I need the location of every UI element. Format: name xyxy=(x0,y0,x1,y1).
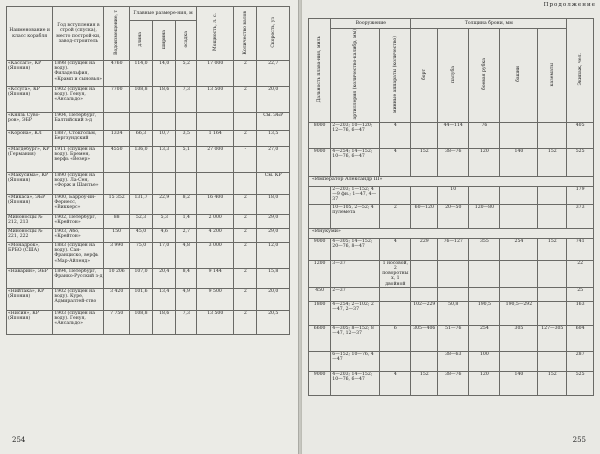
cell-tur xyxy=(500,204,538,228)
cell-tur: 305 xyxy=(500,325,538,351)
table-row xyxy=(309,204,594,228)
cell-wid xyxy=(153,173,176,195)
cell-wid: 18,6 xyxy=(153,311,176,335)
cell-range: 6600 xyxy=(309,325,331,351)
cell-sp: 13,5 xyxy=(257,131,290,147)
cell-wid xyxy=(153,113,176,131)
cell-torp: 1 носовой, 2 поворотных, 1 двойной xyxy=(380,260,411,287)
table-row xyxy=(309,122,594,148)
cell-tur: 140 xyxy=(500,371,538,395)
table-row xyxy=(309,238,594,260)
table-row xyxy=(7,229,290,243)
cell-disp: 4760 xyxy=(104,61,130,87)
header-displacement: Водоизмещение, т xyxy=(104,7,130,61)
cell-year: 1900, Барроу-ин-Фернесс, «Виккерс» xyxy=(53,195,104,215)
cell-conn: 190,5 xyxy=(469,301,500,325)
cell-art: 4—254; 2—102; 2—47, 2—37 xyxy=(331,301,380,325)
cell-year: 1887, Стокгольм, Бергзундский xyxy=(53,131,104,147)
cell-year: 1894, Петербург, Франко-Русский з-д xyxy=(53,269,104,289)
cell-sp: См. ЭБР xyxy=(257,113,290,131)
cell-cas: 127—305 xyxy=(538,325,567,351)
cell-deck: 76—127 xyxy=(438,238,469,260)
left-table xyxy=(6,6,290,335)
table-row xyxy=(7,61,290,87)
table-row xyxy=(309,325,594,351)
cell-deck xyxy=(438,260,469,287)
cell-torp: 4 xyxy=(380,148,411,176)
cell-year: 1904, Петербург, Балтийский з-д xyxy=(53,113,104,131)
cell-disp: 4550 xyxy=(104,147,130,173)
cell-belt xyxy=(411,260,438,287)
cell-sp: 20,0 xyxy=(257,87,290,113)
cell-crew: 22 xyxy=(567,260,594,287)
cell-art: 3—37 xyxy=(331,260,380,287)
table-row xyxy=(7,173,290,195)
cell-sp: См. КР xyxy=(257,173,290,195)
section-row xyxy=(309,228,594,238)
cell-name: «Кассагі», КР (Япония) xyxy=(7,61,53,87)
table-row xyxy=(309,260,594,287)
header-length: длина xyxy=(129,21,152,61)
cell-deck: 20—50 xyxy=(438,204,469,228)
cell-pow: 3 000 xyxy=(197,243,234,269)
cell-year: 1903, Або, «Крейтон» xyxy=(53,229,104,243)
cell-pow: 17 000 xyxy=(197,61,234,87)
table-row xyxy=(7,195,290,215)
cell-len: 107,0 xyxy=(129,269,152,289)
table-row xyxy=(309,148,594,176)
cell-range: 8000 xyxy=(309,122,331,148)
cell-tur xyxy=(500,287,538,301)
cell-crew: 405 xyxy=(567,122,594,148)
cell-sh: 2 xyxy=(234,195,257,215)
cell-wid: 18,6 xyxy=(153,87,176,113)
cell-dr: 2,7 xyxy=(176,229,197,243)
cell-dr: 4,8 xyxy=(176,243,197,269)
cell-art: 4—305; 8—152; 8—47, 12—37 xyxy=(331,325,380,351)
header-crew: Экипаж, чел. xyxy=(567,19,594,123)
cell-wid: 22,9 xyxy=(153,195,176,215)
section-title: «Император Александр III» xyxy=(309,176,594,186)
cell-conn xyxy=(469,260,500,287)
cell-art: 4—203; 14—152; 10—76, 6—47 xyxy=(331,371,380,395)
cell-belt xyxy=(411,186,438,204)
cell-crew: 163 xyxy=(567,301,594,325)
cell-conn: 355 xyxy=(469,238,500,260)
cell-disp: 15 352 xyxy=(104,195,130,215)
cell-wid: 20,4 xyxy=(153,269,176,289)
cell-sp: 29,0 xyxy=(257,229,290,243)
cell-dr: 4,9 xyxy=(176,289,197,311)
cell-disp xyxy=(104,113,130,131)
cell-wid: 4,6 xyxy=(153,229,176,243)
left-page-number: 254 xyxy=(12,436,26,444)
cell-len: 114,0 xyxy=(129,61,152,87)
cell-torp xyxy=(380,186,411,204)
table-row xyxy=(7,289,290,311)
cell-wid: 14,0 xyxy=(153,61,176,87)
cell-sp: 27,0 xyxy=(257,147,290,173)
cell-disp: 88 xyxy=(104,215,130,229)
table-row xyxy=(7,243,290,269)
cell-name: «Нисин», КР (Япония) xyxy=(7,311,53,335)
cell-year: 1898 (спущен на воду). Филадельфия, «Крамп и сыновья» xyxy=(53,61,104,87)
cell-wid: 13,3 xyxy=(153,147,176,173)
cell-pow: 9 144 xyxy=(197,269,234,289)
header-conning: боевая рубка xyxy=(469,29,500,123)
cell-art: 2—37 xyxy=(331,287,380,301)
header-armor: Толщина брони, мм xyxy=(411,19,567,29)
cell-disp: 150 xyxy=(104,229,130,243)
cell-len: 66,3 xyxy=(129,131,152,147)
cell-dr: 7,3 xyxy=(176,87,197,113)
cell-year: 1902 (спущен на воду). Куре, Адмиралтей-ство xyxy=(53,289,104,311)
cell-cas xyxy=(538,351,567,371)
cell-cas xyxy=(538,186,567,204)
cell-name: «Монадрок», БРБО (США) xyxy=(7,243,53,269)
cell-range xyxy=(309,204,331,228)
cell-belt: 305—406 xyxy=(411,325,438,351)
cell-crew: 373 xyxy=(567,204,594,228)
cell-torp xyxy=(380,287,411,301)
cell-pow xyxy=(197,173,234,195)
cell-dr: 7,3 xyxy=(176,311,197,335)
cell-conn: 76 xyxy=(469,122,500,148)
cell-pow: 2 000 xyxy=(197,215,234,229)
cell-wid: 17,0 xyxy=(153,243,176,269)
cell-name: «Макусима», КР (Япония) xyxy=(7,173,53,195)
cell-crew: 179 xyxy=(567,186,594,204)
cell-cas: 152 xyxy=(538,238,567,260)
cell-year: 1902 (спущен на воду). Генуя, «Ансальдо» xyxy=(53,87,104,113)
cell-belt xyxy=(411,122,438,148)
table-row xyxy=(309,287,594,301)
cell-sh: 2 xyxy=(234,311,257,335)
cell-cas: 152 xyxy=(538,371,567,395)
cell-name: «Кссуга», КР (Япония) xyxy=(7,87,53,113)
cell-dr xyxy=(176,173,197,195)
cell-torp: 2 xyxy=(380,204,411,228)
cell-len xyxy=(129,173,152,195)
cell-tur: 190,5—292 xyxy=(500,301,538,325)
cell-range: 1800 xyxy=(309,301,331,325)
header-range: Дальность плава-ния, миль xyxy=(309,19,331,123)
cell-tur: 254 xyxy=(500,238,538,260)
left-page xyxy=(0,0,298,454)
cell-tur: 140 xyxy=(500,148,538,176)
header-width: ширина xyxy=(153,21,176,61)
cell-crew: 604 xyxy=(567,325,594,351)
cell-torp xyxy=(380,301,411,325)
cell-belt xyxy=(411,351,438,371)
cell-sp: 29,0 xyxy=(257,215,290,229)
cell-name: «Микаса», ЭБР (Япония) xyxy=(7,195,53,215)
cell-range: 9000 xyxy=(309,148,331,176)
cell-conn xyxy=(469,287,500,301)
header-speed: Скорость, уз xyxy=(257,7,290,61)
cell-cas xyxy=(538,301,567,325)
cell-range: 9000 xyxy=(309,238,331,260)
left-table-body xyxy=(7,61,290,335)
cell-pow: 13 500 xyxy=(197,311,234,335)
header-casemates: казематы xyxy=(538,29,567,123)
cell-disp: 3 420 xyxy=(104,289,130,311)
cell-tur xyxy=(500,351,538,371)
cell-disp: 7700 xyxy=(104,87,130,113)
cell-cas xyxy=(538,260,567,287)
header-belt: борт xyxy=(411,29,438,123)
cell-sp: 15,8 xyxy=(257,269,290,289)
section-row xyxy=(309,176,594,186)
cell-deck xyxy=(438,287,469,301)
table-row xyxy=(7,87,290,113)
cell-pow: 16 400 xyxy=(197,195,234,215)
cell-conn xyxy=(469,186,500,204)
header-torpedo: минные аппараты (количество) xyxy=(380,29,411,123)
cell-belt: 102—229 xyxy=(411,301,438,325)
cell-belt: 152 xyxy=(411,371,438,395)
header-draft: осадка xyxy=(176,21,197,61)
cell-art: 2—203; 1—152; 4—9 фн.; 1—47, 4—37 xyxy=(331,186,380,204)
cell-art: 4—254; 14—152; 10—76, 6—47 xyxy=(331,148,380,176)
cell-wid: 10,7 xyxy=(153,131,176,147)
cell-sh xyxy=(234,173,257,195)
cell-year: 1883 (спущен на воду). Сан-Франциско, верфь «Мар-Айленд» xyxy=(53,243,104,269)
cell-sh: 2 xyxy=(234,131,257,147)
cell-len: 52,3 xyxy=(129,215,152,229)
header-shafts: Количество валов xyxy=(234,7,257,61)
cell-dr: 8,4 xyxy=(176,269,197,289)
cell-dr: 8,2 xyxy=(176,195,197,215)
cell-cas xyxy=(538,204,567,228)
cell-torp: 4 xyxy=(380,371,411,395)
cell-deck: 38—76 xyxy=(438,371,469,395)
cell-torp: 4 xyxy=(380,238,411,260)
cell-name: «Князь Суво-ров», ЭБР xyxy=(7,113,53,131)
cell-deck: 10 xyxy=(438,186,469,204)
cell-range xyxy=(309,351,331,371)
cell-crew: 741 xyxy=(567,238,594,260)
cell-art: 6—152; 10—76, 4—47 xyxy=(331,351,380,371)
cell-range: 1200 xyxy=(309,260,331,287)
cell-conn: 100 xyxy=(469,351,500,371)
cell-torp: 4 xyxy=(380,122,411,148)
cell-conn: 120—80 xyxy=(469,204,500,228)
cell-tur xyxy=(500,186,538,204)
cell-len xyxy=(129,113,152,131)
cell-name: Миноносцы № 221, 222 xyxy=(7,229,53,243)
cell-len: 75,0 xyxy=(129,243,152,269)
cell-crew: 287 xyxy=(567,351,594,371)
cell-art: 2—203; 10—120; 12—76, 6—47 xyxy=(331,122,380,148)
section-title: «Инукуми» xyxy=(309,228,594,238)
header-dimensions: Главные размере-ния, м xyxy=(129,7,196,21)
cell-sp: 18,0 xyxy=(257,195,290,215)
cell-wid: 5,3 xyxy=(153,215,176,229)
cell-len: 45,0 xyxy=(129,229,152,243)
cell-range xyxy=(309,186,331,204)
cell-year: 1890 (спущен на воду). Ла-Сен, «Форж и Шантье» xyxy=(53,173,104,195)
cell-deck: 44—114 xyxy=(438,122,469,148)
cell-sh: 2 xyxy=(234,289,257,311)
cell-pow: 27 000 xyxy=(197,147,234,173)
table-row xyxy=(309,371,594,395)
table-row xyxy=(7,311,290,335)
cell-len: 108,8 xyxy=(129,311,152,335)
cell-dr: 1,4 xyxy=(176,215,197,229)
cell-torp xyxy=(380,351,411,371)
cell-conn: 120 xyxy=(469,371,500,395)
cell-sh: 2 xyxy=(234,215,257,229)
cell-sh: 2 xyxy=(234,229,257,243)
cell-deck: 38—76 xyxy=(438,148,469,176)
cell-len: 108,8 xyxy=(129,87,152,113)
cell-sh xyxy=(234,113,257,131)
cell-conn: 120 xyxy=(469,148,500,176)
cell-year: 1911 (спущен на воду). Бремен, верфь «Везер» xyxy=(53,147,104,173)
cell-year: 1903 (спущен на воду). Генуя, «Ансальдо» xyxy=(53,311,104,335)
cell-name: «Нийтака», КР (Япония) xyxy=(7,289,53,311)
cell-belt: 152 xyxy=(411,148,438,176)
cell-disp: 7 750 xyxy=(104,311,130,335)
cell-len: 101,6 xyxy=(129,289,152,311)
cell-sh: 2 xyxy=(234,61,257,87)
cell-dr: 5,2 xyxy=(176,61,197,87)
header-artillery: артиллерия (количество-калибр, мм) xyxy=(331,29,380,123)
header-name: Наименование и класс корабля xyxy=(7,7,53,61)
cell-deck: 50,8 xyxy=(438,301,469,325)
cell-sp: 20,5 xyxy=(257,311,290,335)
table-row xyxy=(7,131,290,147)
cell-name: «Магдебург», КР (Германия) xyxy=(7,147,53,173)
cell-sh: 2 xyxy=(234,243,257,269)
cell-sp: 22,7 xyxy=(257,61,290,87)
table-row xyxy=(7,215,290,229)
table-row xyxy=(309,301,594,325)
table-row xyxy=(309,186,594,204)
table-row xyxy=(7,269,290,289)
cell-deck: 38—63 xyxy=(438,351,469,371)
cell-pow: 1 164 xyxy=(197,131,234,147)
right-table xyxy=(308,18,594,396)
cell-disp: 3 990 xyxy=(104,243,130,269)
cell-pow: 9 500 xyxy=(197,289,234,311)
right-table-body xyxy=(309,122,594,395)
cell-cas: 152 xyxy=(538,148,567,176)
cell-disp xyxy=(104,173,130,195)
cell-art: 4—305; 14—152; 20—76, 8—47 xyxy=(331,238,380,260)
cell-crew: 525 xyxy=(567,371,594,395)
table-row xyxy=(309,351,594,371)
cell-crew: 525 xyxy=(567,148,594,176)
header-power: Мощность, л. с. xyxy=(197,7,234,61)
cell-tur xyxy=(500,122,538,148)
cell-range: 9000 xyxy=(309,371,331,395)
cell-name: «Корона», КЛ xyxy=(7,131,53,147)
header-deck: палуба xyxy=(438,29,469,123)
cell-name: Миноносцы № 212, 213 xyxy=(7,215,53,229)
cell-range: 450 xyxy=(309,287,331,301)
continued-label: Продолжение xyxy=(543,2,596,8)
cell-belt: 229 xyxy=(411,238,438,260)
cell-disp: 1334 xyxy=(104,131,130,147)
cell-sp: 12,0 xyxy=(257,243,290,269)
cell-cas xyxy=(538,287,567,301)
cell-wid: 13,4 xyxy=(153,289,176,311)
cell-sh: 2 xyxy=(234,269,257,289)
cell-pow: 13 500 xyxy=(197,87,234,113)
cell-pow xyxy=(197,113,234,131)
cell-sh: - xyxy=(234,147,257,173)
header-armament: Вооружение xyxy=(331,19,411,29)
cell-deck: 51—76 xyxy=(438,325,469,351)
cell-art: 10—105, 2—52; 4 пулемета xyxy=(331,204,380,228)
cell-dr: 5,1 xyxy=(176,147,197,173)
cell-belt: 60—120 xyxy=(411,204,438,228)
cell-name: «Наварин», ЭБР xyxy=(7,269,53,289)
header-turrets: башни xyxy=(500,29,538,123)
cell-len: 136,0 xyxy=(129,147,152,173)
cell-len: 131,7 xyxy=(129,195,152,215)
cell-torp: 6 xyxy=(380,325,411,351)
cell-sh: 2 xyxy=(234,87,257,113)
cell-dr: 3,5 xyxy=(176,131,197,147)
right-page-number: 255 xyxy=(572,436,586,444)
header-year: Год вступления в строй (спуска), место построй-ки, завод-строитель xyxy=(53,7,104,61)
cell-belt xyxy=(411,287,438,301)
cell-crew: 25 xyxy=(567,287,594,301)
cell-tur xyxy=(500,260,538,287)
cell-dr xyxy=(176,113,197,131)
cell-disp: 10 206 xyxy=(104,269,130,289)
cell-cas xyxy=(538,122,567,148)
table-row xyxy=(7,147,290,173)
cell-year: 1902, Петербург, «Крейтон» xyxy=(53,215,104,229)
cell-conn: 254 xyxy=(469,325,500,351)
table-row xyxy=(7,113,290,131)
right-page xyxy=(302,0,600,454)
cell-pow: 4 200 xyxy=(197,229,234,243)
cell-sp: 20,0 xyxy=(257,289,290,311)
